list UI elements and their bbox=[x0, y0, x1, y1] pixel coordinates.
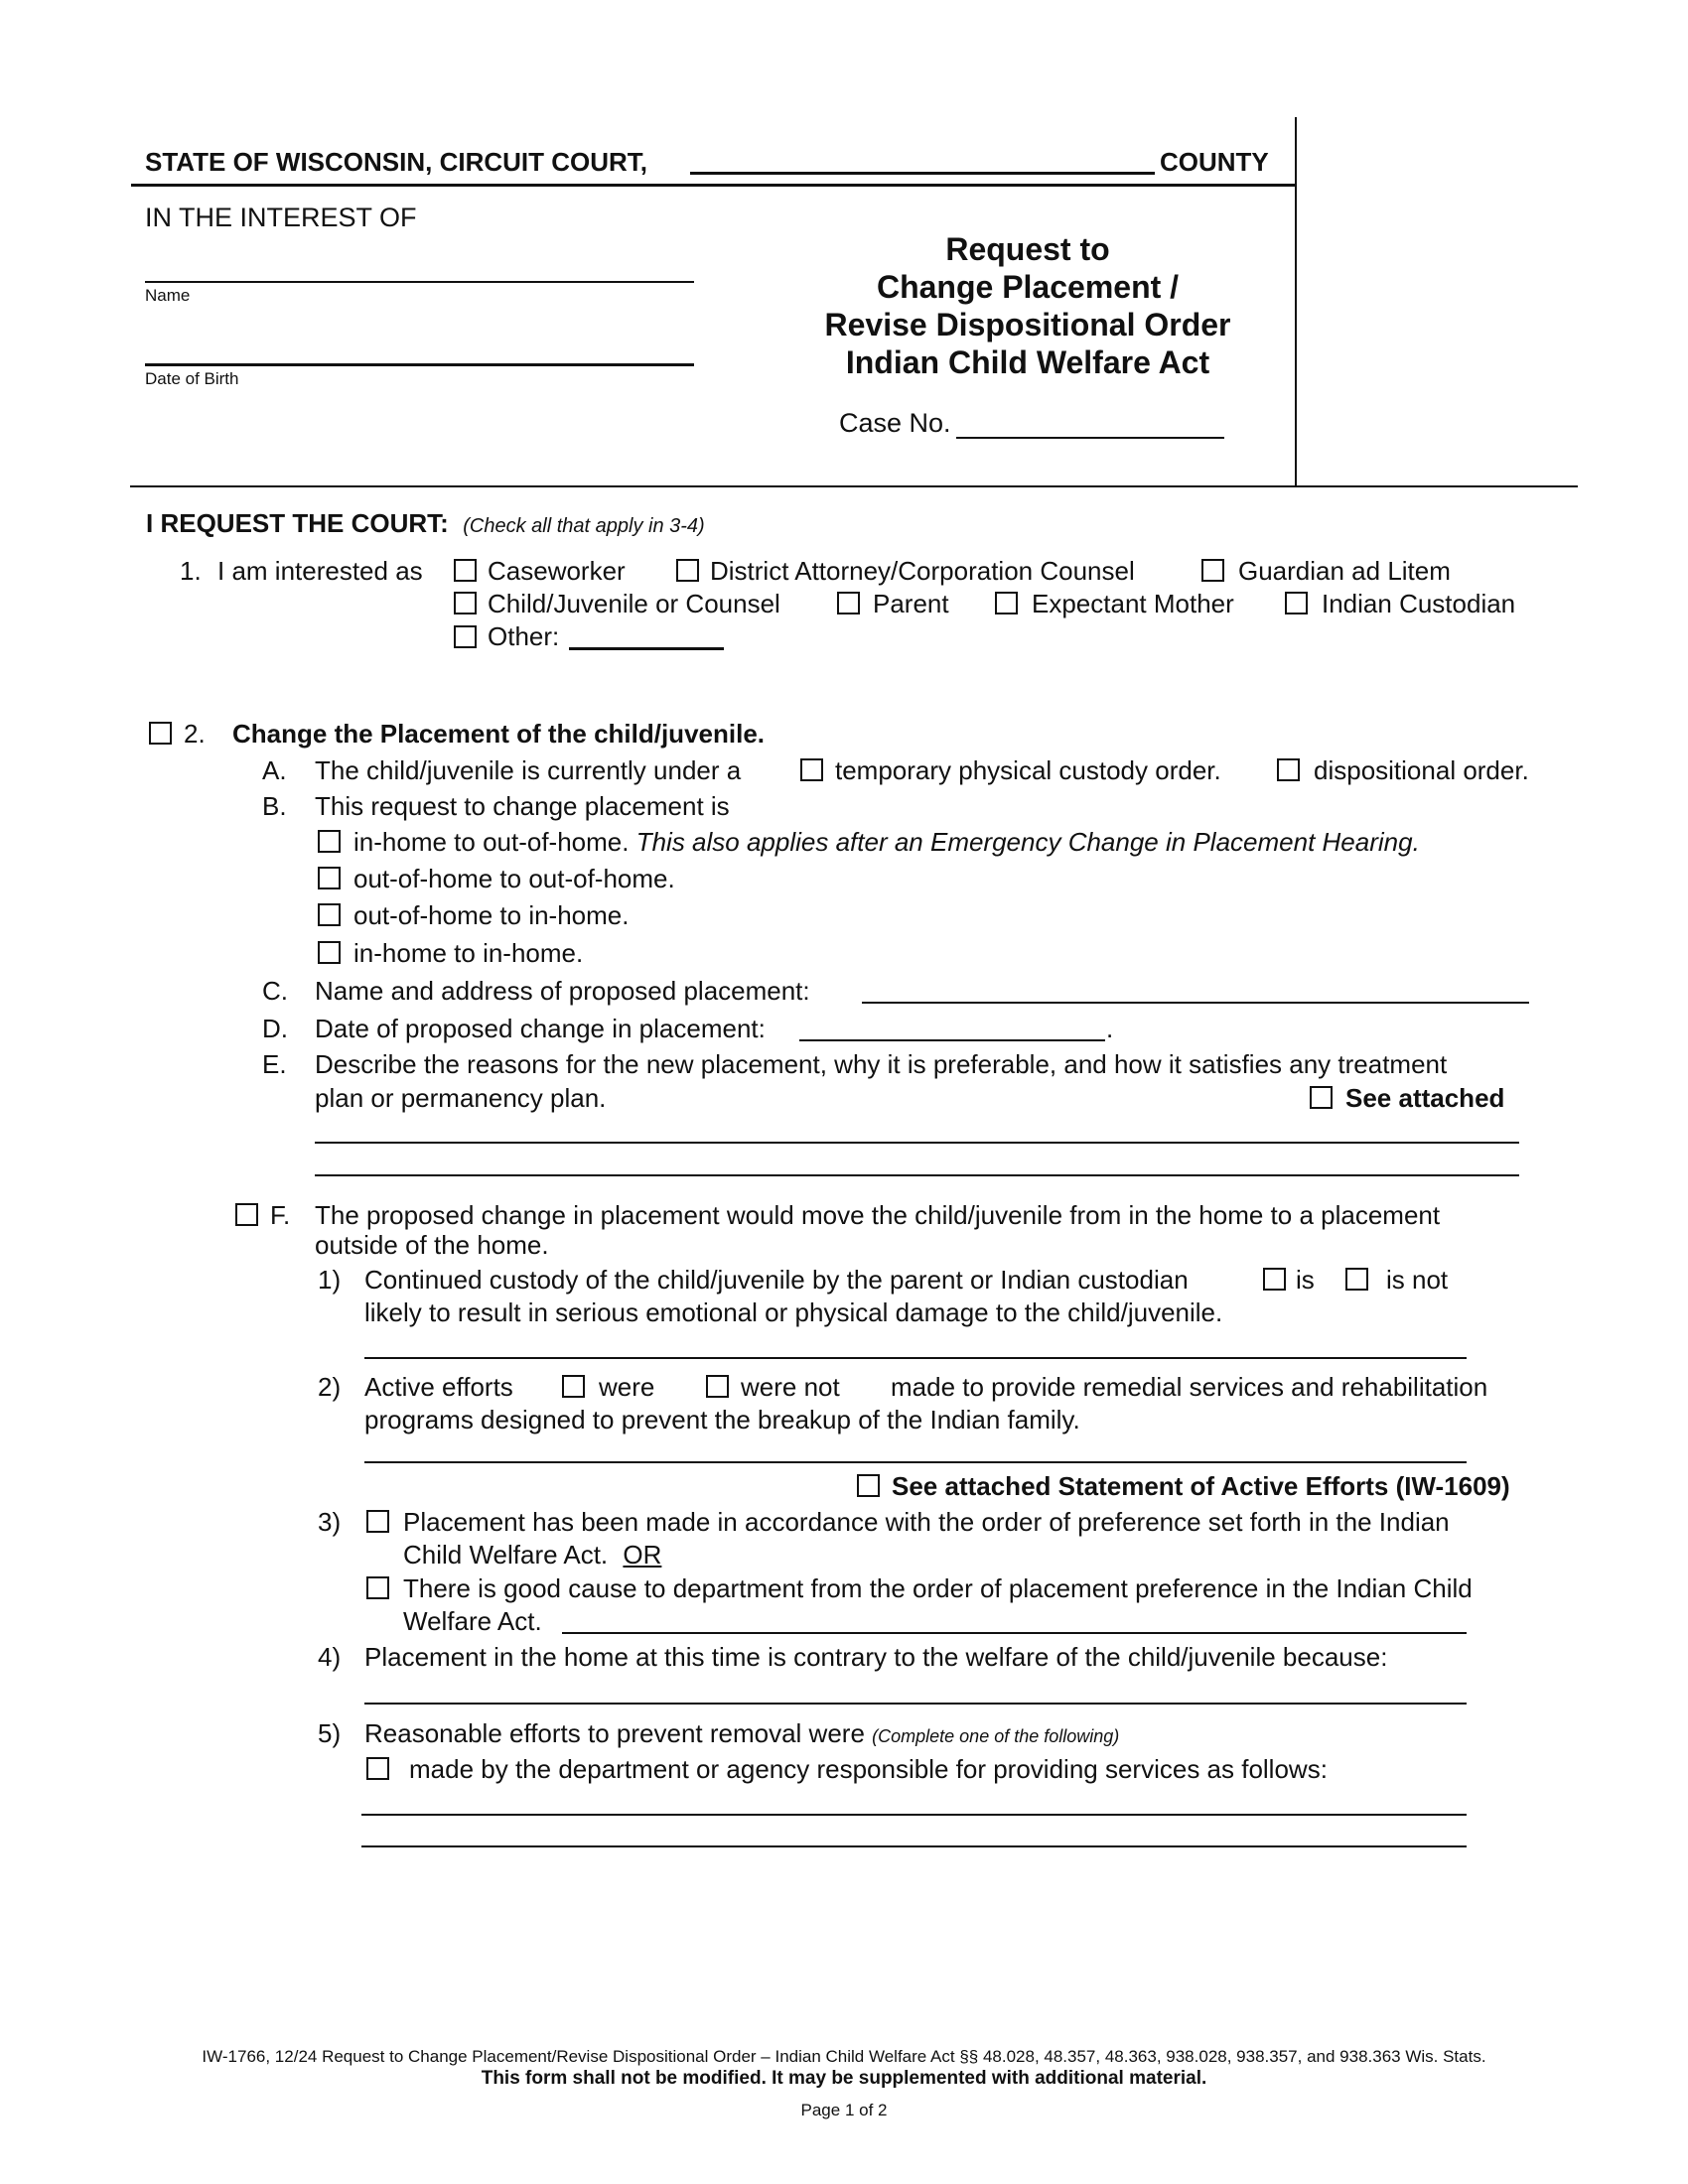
active-efforts-were-checkbox[interactable] bbox=[562, 1375, 585, 1398]
active-efforts-attached-label: See attached Statement of Active Efforts (IW-1609) bbox=[892, 1471, 1510, 1501]
title-line: Request to bbox=[945, 231, 1110, 267]
county-field[interactable] bbox=[690, 172, 1155, 175]
out-to-out-label: out-of-home to out-of-home. bbox=[353, 864, 675, 893]
f4-text: Placement in the home at this time is contrary to the welfare of the child/juvenile because: bbox=[364, 1642, 1388, 1672]
page-number: Page 1 of 2 bbox=[800, 2101, 888, 2119]
footer-notice: This form shall not be modified. It may be supplemented with additional material. bbox=[481, 2068, 1207, 2089]
itemB-letter: B. bbox=[262, 791, 287, 821]
county-label: COUNTY bbox=[1160, 147, 1269, 177]
active-efforts-were-not-label: were not bbox=[741, 1372, 840, 1402]
f5-line-1[interactable] bbox=[361, 1814, 1467, 1816]
district-attorney-checkbox[interactable] bbox=[676, 559, 699, 582]
dob-label: Date of Birth bbox=[145, 369, 239, 388]
active-efforts-were-label: were bbox=[599, 1372, 655, 1402]
custody-is-not-checkbox[interactable] bbox=[1345, 1268, 1368, 1291]
itemA-letter: A. bbox=[262, 755, 287, 785]
f2-number: 2) bbox=[318, 1372, 342, 1402]
itemD-text: Date of proposed change in placement: bbox=[315, 1014, 766, 1043]
f3-opt1-line1: Placement has been made in accordance with the order of preference set forth in the Indian bbox=[403, 1507, 1450, 1537]
in-to-out-label: in-home to out-of-home. This also applies after an Emergency Change in Placement Hearing. bbox=[353, 827, 1420, 857]
item1-lead: I am interested as bbox=[217, 556, 423, 586]
itemE-line1: Describe the reasons for the new placement, why it is preferable, and how it satisfies any treatment bbox=[315, 1049, 1448, 1079]
out-to-in-label: out-of-home to in-home. bbox=[353, 900, 630, 930]
other-checkbox[interactable] bbox=[454, 625, 477, 648]
interest-of-label: IN THE INTEREST OF bbox=[145, 203, 417, 232]
dispositional-order-checkbox[interactable] bbox=[1277, 758, 1300, 781]
parent-label: Parent bbox=[873, 589, 949, 618]
itemF-line2: outside of the home. bbox=[315, 1230, 549, 1260]
indian-custodian-checkbox[interactable] bbox=[1285, 592, 1308, 614]
child-juvenile-checkbox[interactable] bbox=[454, 592, 477, 614]
temporary-custody-checkbox[interactable] bbox=[800, 758, 823, 781]
custody-is-checkbox[interactable] bbox=[1263, 1268, 1286, 1291]
court-line: STATE OF WISCONSIN, CIRCUIT COURT, bbox=[145, 147, 648, 177]
good-cause-checkbox[interactable] bbox=[366, 1576, 389, 1599]
f3-opt1-line2: Child Welfare Act. OR bbox=[403, 1540, 662, 1570]
f1-explanation-line[interactable] bbox=[364, 1357, 1467, 1359]
itemC-letter: C. bbox=[262, 976, 288, 1006]
dob-field[interactable] bbox=[145, 363, 694, 366]
item1-number: 1. bbox=[180, 556, 202, 586]
change-date-field[interactable] bbox=[799, 1039, 1105, 1041]
itemE-line2: plan or permanency plan. bbox=[315, 1083, 607, 1113]
parent-checkbox[interactable] bbox=[837, 592, 860, 614]
out-to-out-checkbox[interactable] bbox=[318, 867, 341, 889]
see-attached-label: See attached bbox=[1345, 1083, 1505, 1113]
reasons-line-1[interactable] bbox=[315, 1142, 1519, 1144]
caseworker-label: Caseworker bbox=[488, 556, 626, 586]
f2-lead: Active efforts bbox=[364, 1372, 513, 1402]
other-label: Other: bbox=[488, 621, 560, 651]
itemF-letter: F. bbox=[270, 1200, 291, 1230]
guardian-ad-litem-label: Guardian ad Litem bbox=[1238, 556, 1451, 586]
f5-text: Reasonable efforts to prevent removal were (Complete one of the following) bbox=[364, 1718, 1120, 1748]
proposed-placement-field[interactable] bbox=[862, 1002, 1529, 1004]
f1-number: 1) bbox=[318, 1265, 342, 1295]
f3-opt2-line2: Welfare Act. bbox=[403, 1606, 542, 1636]
good-cause-field[interactable] bbox=[562, 1632, 1467, 1634]
case-no-label: Case No. bbox=[839, 408, 951, 438]
itemB-text: This request to change placement is bbox=[315, 791, 730, 821]
itemF-line1: The proposed change in placement would move the child/juvenile from in the home to a placement bbox=[315, 1200, 1441, 1230]
in-to-in-checkbox[interactable] bbox=[318, 941, 341, 964]
title-line: Indian Child Welfare Act bbox=[845, 344, 1210, 380]
section2-heading: Change the Placement of the child/juvenile. bbox=[232, 719, 765, 749]
f2-explanation-line[interactable] bbox=[364, 1461, 1467, 1463]
efforts-made-label: made by the department or agency responsible for providing services as follows: bbox=[409, 1754, 1328, 1784]
dispositional-order-label: dispositional order. bbox=[1314, 755, 1529, 785]
name-field[interactable] bbox=[145, 281, 694, 283]
itemF-checkbox[interactable] bbox=[235, 1203, 258, 1226]
custody-is-not-label: is not bbox=[1386, 1265, 1449, 1295]
case-no-field[interactable] bbox=[956, 437, 1224, 439]
f2-rest: made to provide remedial services and rehabilitation bbox=[891, 1372, 1488, 1402]
expectant-mother-checkbox[interactable] bbox=[995, 592, 1018, 614]
caseworker-checkbox[interactable] bbox=[454, 559, 477, 582]
efforts-made-checkbox[interactable] bbox=[366, 1757, 389, 1780]
f3-opt2-line1: There is good cause to department from the order of placement preference in the Indian Child bbox=[403, 1573, 1473, 1603]
f4-explanation-line[interactable] bbox=[364, 1703, 1467, 1705]
header-bottom-rule bbox=[130, 485, 1578, 487]
name-label: Name bbox=[145, 286, 191, 305]
form-title bbox=[779, 230, 1276, 381]
title-line: Change Placement / bbox=[876, 269, 1180, 305]
out-to-in-checkbox[interactable] bbox=[318, 903, 341, 926]
reasons-line-2[interactable] bbox=[315, 1174, 1519, 1176]
in-to-in-label: in-home to in-home. bbox=[353, 938, 584, 968]
indian-custodian-label: Indian Custodian bbox=[1322, 589, 1516, 618]
footer-form-line: IW-1766, 12/24 Request to Change Placement/Revise Dispositional Order – Indian Child Welfare Act §§ 48.028, 48.357, 48.363, 938.028, 938.357, and 938.363 Wis. Stats. bbox=[202, 2047, 1486, 2066]
see-attached-checkbox[interactable] bbox=[1310, 1086, 1333, 1109]
guardian-ad-litem-checkbox[interactable] bbox=[1201, 559, 1224, 582]
f1-line1: Continued custody of the child/juvenile by the parent or Indian custodian bbox=[364, 1265, 1189, 1295]
f1-line2: likely to result in serious emotional or physical damage to the child/juvenile. bbox=[364, 1297, 1223, 1327]
district-attorney-label: District Attorney/Corporation Counsel bbox=[710, 556, 1135, 586]
itemD-letter: D. bbox=[262, 1014, 288, 1043]
f3-number: 3) bbox=[318, 1507, 342, 1537]
section2-number: 2. bbox=[184, 719, 206, 749]
f4-number: 4) bbox=[318, 1642, 342, 1672]
active-efforts-were-not-checkbox[interactable] bbox=[706, 1375, 729, 1398]
itemE-letter: E. bbox=[262, 1049, 287, 1079]
f2-line2: programs designed to prevent the breakup of the Indian family. bbox=[364, 1405, 1080, 1434]
placement-preference-checkbox[interactable] bbox=[366, 1510, 389, 1533]
request-heading: I REQUEST THE COURT: (Check all that apply in 3-4) bbox=[146, 508, 705, 538]
temporary-custody-label: temporary physical custody order. bbox=[835, 755, 1221, 785]
itemA-text: The child/juvenile is currently under a bbox=[315, 755, 742, 785]
other-field[interactable] bbox=[569, 647, 724, 650]
in-to-out-checkbox[interactable] bbox=[318, 830, 341, 853]
title-line: Revise Dispositional Order bbox=[824, 307, 1231, 342]
itemD-suffix: . bbox=[1106, 1014, 1114, 1043]
expectant-mother-label: Expectant Mother bbox=[1032, 589, 1234, 618]
itemC-text: Name and address of proposed placement: bbox=[315, 976, 810, 1006]
custody-is-label: is bbox=[1296, 1265, 1315, 1295]
header-top-rule bbox=[131, 184, 1296, 187]
f5-number: 5) bbox=[318, 1718, 342, 1748]
f5-line-2[interactable] bbox=[361, 1845, 1467, 1847]
child-juvenile-label: Child/Juvenile or Counsel bbox=[488, 589, 780, 618]
section2-checkbox[interactable] bbox=[149, 722, 172, 745]
active-efforts-attached-checkbox[interactable] bbox=[857, 1474, 880, 1497]
header-vertical-divider bbox=[1295, 117, 1297, 486]
